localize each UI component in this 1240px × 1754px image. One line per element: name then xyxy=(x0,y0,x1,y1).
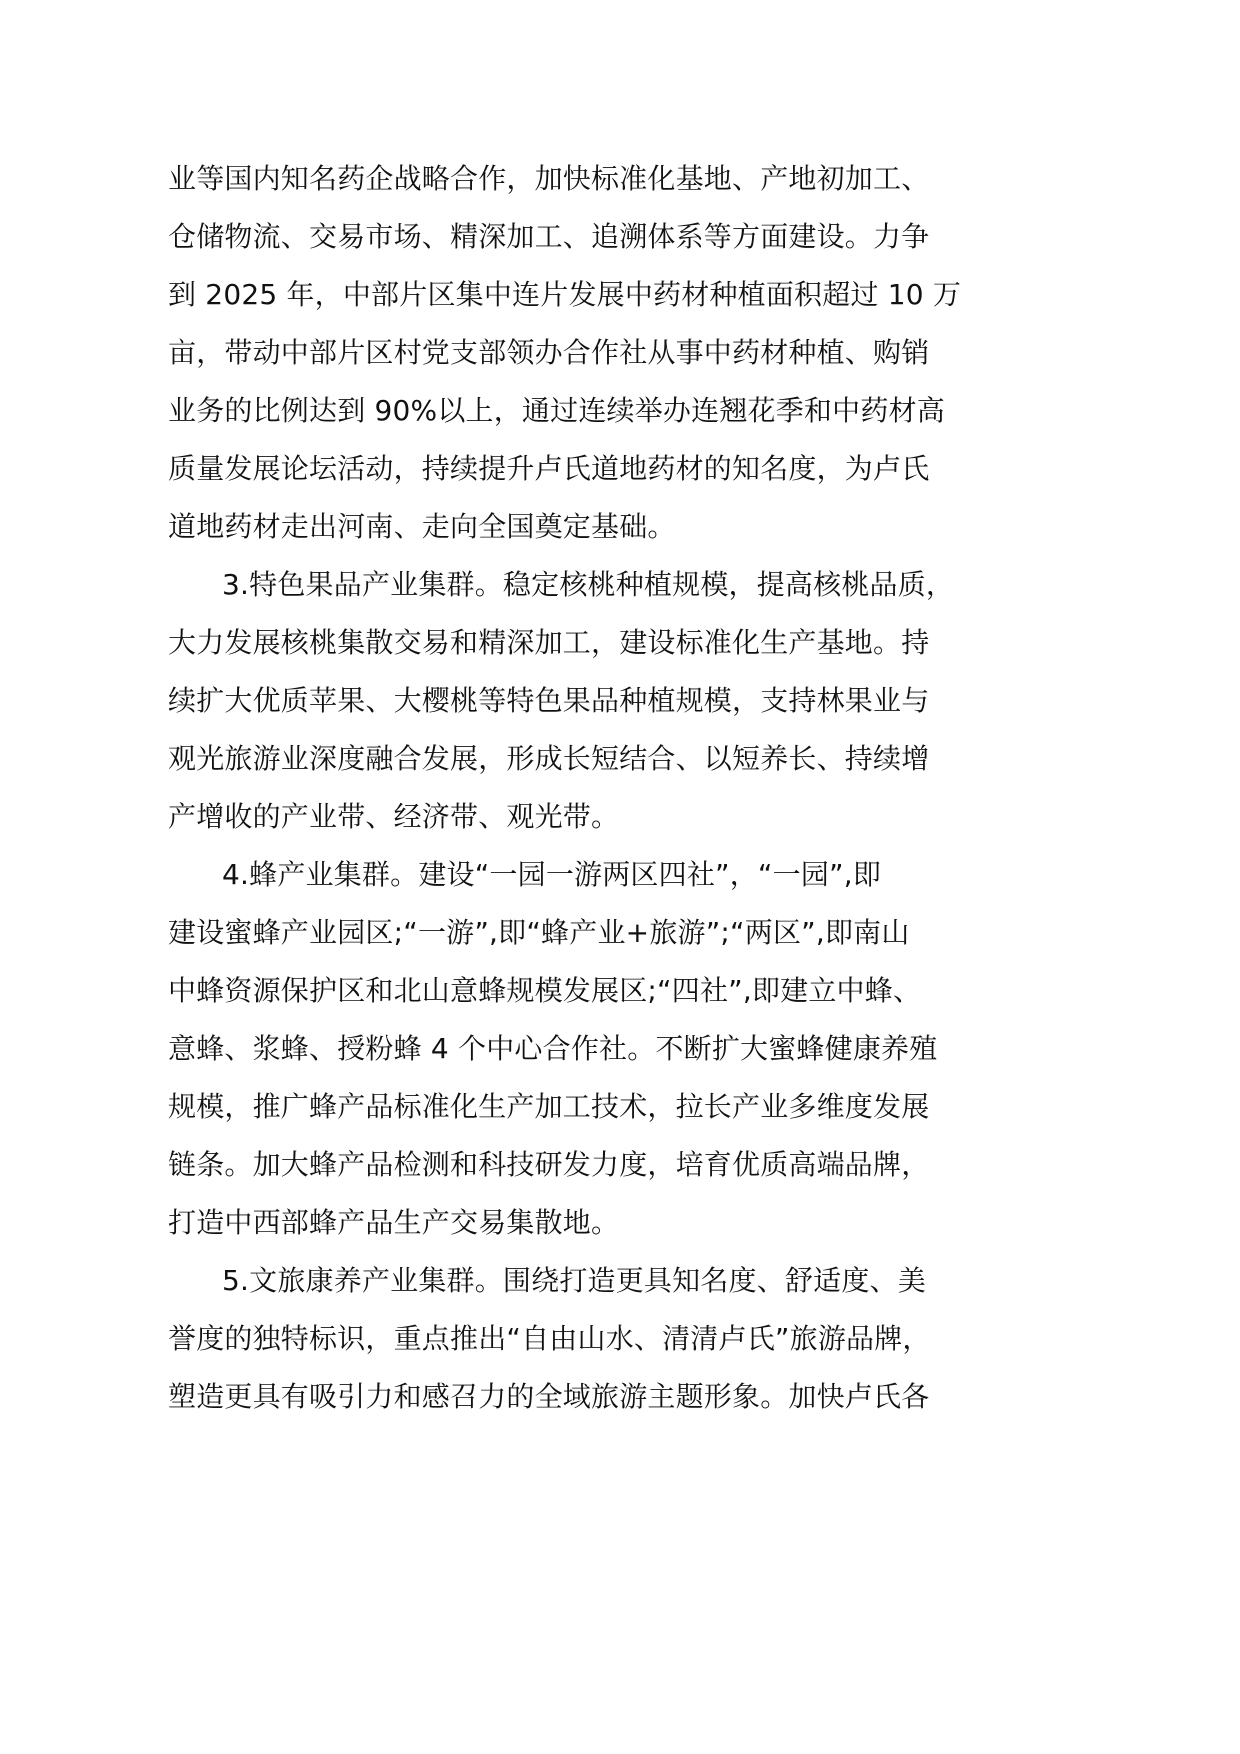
text-line: 中蜂资源保护区和北山意蜂规模发展区;“四社”,即建立中蜂、 xyxy=(168,974,922,1007)
text-line: 仓储物流、交易市场、精深加工、追溯体系等方面建设。力争 xyxy=(168,220,930,253)
text-line: 产增收的产业带、经济带、观光带。 xyxy=(168,800,620,833)
text-line: 观光旅游业深度融合发展，形成长短结合、以短养长、持续增 xyxy=(168,742,930,775)
paragraph-start-line: 4.蜂产业集群。建设“一园一游两区四社”，“一园”,即 xyxy=(222,858,882,891)
text-line: 道地药材走出河南、走向全国奠定基础。 xyxy=(168,510,676,543)
text-line: 誉度的独特标识，重点推出“自由山水、清清卢氏”旅游品牌， xyxy=(168,1322,931,1355)
paragraph-start-line: 5.文旅康养产业集群。围绕打造更具知名度、舒适度、美 xyxy=(222,1264,926,1297)
text-line: 链条。加大蜂产品检测和科技研发力度，培育优质高端品牌， xyxy=(168,1148,930,1181)
text-line: 打造中西部蜂产品生产交易集散地。 xyxy=(168,1206,620,1239)
text-line: 规模，推广蜂产品标准化生产加工技术，拉长产业多维度发展 xyxy=(168,1090,930,1123)
text-line: 续扩大优质苹果、大樱桃等特色果品种植规模，支持林果业与 xyxy=(168,684,930,717)
paragraph-start-line: 3.特色果品产业集群。稳定核桃种植规模，提高核桃品质， xyxy=(222,568,955,601)
text-line: 塑造更具有吸引力和感召力的全域旅游主题形象。加快卢氏各 xyxy=(168,1380,930,1413)
text-line: 建设蜜蜂产业园区;“一游”,即“蜂产业+旅游”;“两区”,即南山 xyxy=(168,916,910,949)
text-line: 亩，带动中部片区村党支部领办合作社从事中药材种植、购销 xyxy=(168,336,930,369)
text-line: 业务的比例达到 90%以上，通过连续举办连翘花季和中药材高 xyxy=(168,394,945,427)
text-line: 大力发展核桃集散交易和精深加工，建设标准化生产基地。持 xyxy=(168,626,930,659)
text-line: 意蜂、浆蜂、授粉蜂 4 个中心合作社。不断扩大蜜蜂健康养殖 xyxy=(168,1032,938,1065)
text-line: 到 2025 年，中部片区集中连片发展中药材种植面积超过 10 万 xyxy=(168,278,962,311)
text-line: 业等国内知名药企战略合作，加快标准化基地、产地初加工、 xyxy=(168,162,930,195)
text-line: 质量发展论坛活动，持续提升卢氏道地药材的知名度，为卢氏 xyxy=(168,452,930,485)
